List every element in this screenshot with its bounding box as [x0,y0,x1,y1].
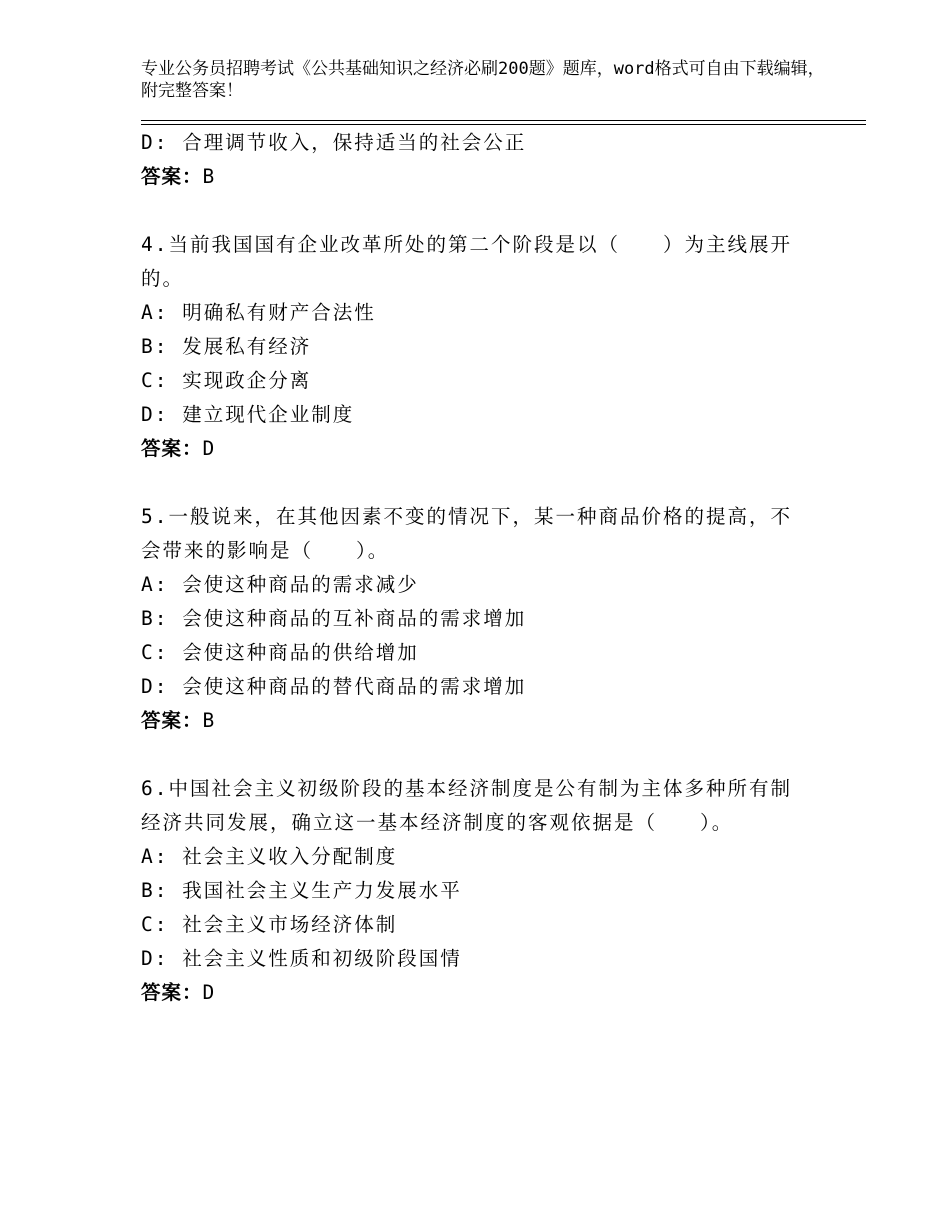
answer-value: D [202,437,215,460]
option-label: D: [141,403,169,426]
question-stem: 6.中国社会主义初级阶段的基本经济制度是公有制为主体多种所有制经济共同发展，确立这一基本经济制度的客观依据是（ ）。 [141,777,792,834]
header-rule-top [141,120,866,121]
question-stem: 4.当前我国国有企业改革所处的第二个阶段是以（ ）为主线展开的。 [141,233,792,290]
option-text: 明确私有财产合法性 [182,301,376,324]
option-label: D: [141,947,169,970]
answer-line [141,704,801,738]
prev-question-tail [141,126,801,194]
answer-value: B [202,165,215,188]
question-6 [141,772,801,1010]
option-text: 会使这种商品的互补商品的需求增加 [182,607,527,630]
option-label: A: [141,573,169,596]
option-label: D: [141,131,169,154]
option-d [141,126,801,160]
option-d [141,942,801,976]
option-label: C: [141,641,169,664]
option-a [141,296,801,330]
spacer [141,738,801,772]
option-label: D: [141,675,169,698]
answer-line [141,976,801,1010]
option-label: A: [141,845,169,868]
option-c [141,636,801,670]
header-rule-bottom [141,124,866,125]
option-b [141,874,801,908]
answer-label: 答案： [141,709,203,732]
answer-label: 答案： [141,437,203,460]
option-text: 社会主义收入分配制度 [182,845,398,868]
option-label: C: [141,913,169,936]
option-text: 会使这种商品的需求减少 [182,573,419,596]
spacer [141,466,801,500]
option-text: 发展私有经济 [182,335,312,358]
option-c [141,908,801,942]
option-text: 合理调节收入，保持适当的社会公正 [182,131,527,154]
option-text: 会使这种商品的替代商品的需求增加 [182,675,527,698]
option-text: 社会主义性质和初级阶段国情 [182,947,462,970]
option-text: 会使这种商品的供给增加 [182,641,419,664]
option-label: B: [141,335,169,358]
question-stem: 5.一般说来，在其他因素不变的情况下，某一种商品价格的提高，不会带来的影响是（ ）。 [141,505,792,562]
option-a [141,568,801,602]
question-5 [141,500,801,738]
option-text: 社会主义市场经济体制 [182,913,398,936]
option-text: 建立现代企业制度 [182,403,355,426]
question-list [141,126,801,1010]
option-label: A: [141,301,169,324]
option-label: C: [141,369,169,392]
option-c [141,364,801,398]
answer-value: B [202,709,215,732]
option-d [141,398,801,432]
question-4 [141,228,801,466]
spacer [141,194,801,228]
answer-label: 答案： [141,981,203,1004]
option-a [141,840,801,874]
answer-label: 答案： [141,165,203,188]
page-header: 专业公务员招聘考试《公共基础知识之经济必刷200题》题库，word格式可自由下载编辑，附完整答案！ [141,59,825,101]
option-b [141,602,801,636]
answer-line [141,160,801,194]
option-label: B: [141,879,169,902]
answer-value: D [202,981,215,1004]
option-text: 实现政企分离 [182,369,312,392]
option-b [141,330,801,364]
option-text: 我国社会主义生产力发展水平 [182,879,462,902]
option-d [141,670,801,704]
answer-line [141,432,801,466]
option-label: B: [141,607,169,630]
